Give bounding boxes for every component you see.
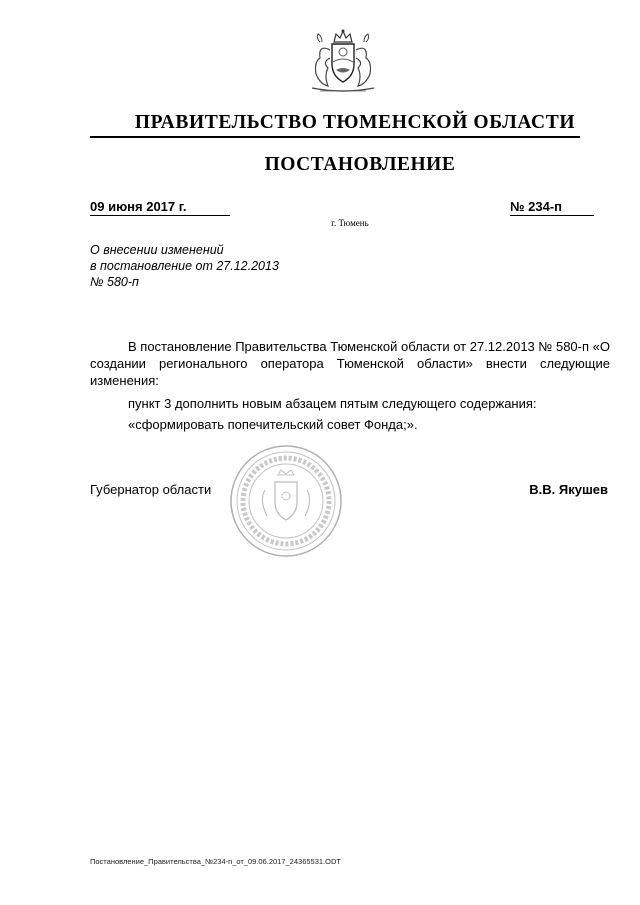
document-city: г. Тюмень bbox=[331, 218, 369, 228]
signatory-name: В.В. Якушев bbox=[529, 482, 608, 497]
body-paragraph: пункт 3 дополнить новым абзацем пятым следующего содержания: bbox=[128, 396, 537, 411]
body-paragraph: «сформировать попечительский совет Фонда;». bbox=[128, 417, 418, 432]
signatory-title: Губернатор области bbox=[90, 482, 212, 497]
government-title: ПРАВИТЕЛЬСТВО ТЮМЕНСКОЙ ОБЛАСТИ bbox=[134, 112, 576, 133]
subject-line: О внесении изменений bbox=[90, 243, 224, 257]
header-rule bbox=[90, 136, 580, 138]
document-number: № 234-п bbox=[510, 199, 594, 216]
document-date: 09 июня 2017 г. bbox=[90, 199, 230, 216]
footer-filename: Постановление_Правительства_№234-п_от_09.06.2017_24365531.ODT bbox=[90, 857, 341, 866]
document-subject bbox=[90, 242, 350, 290]
body-paragraph: В постановление Правительства Тюменской области от 27.12.2013 № 580-п «О создании регионального оператора Тюменской области» внести следующие изменения: bbox=[90, 339, 610, 388]
subject-line: в постановление от 27.12.2013 bbox=[90, 259, 279, 273]
document-type: ПОСТАНОВЛЕНИЕ bbox=[264, 154, 456, 175]
subject-line: № 580-п bbox=[90, 275, 139, 289]
official-seal-icon bbox=[229, 444, 343, 558]
coat-of-arms-icon bbox=[300, 28, 386, 96]
